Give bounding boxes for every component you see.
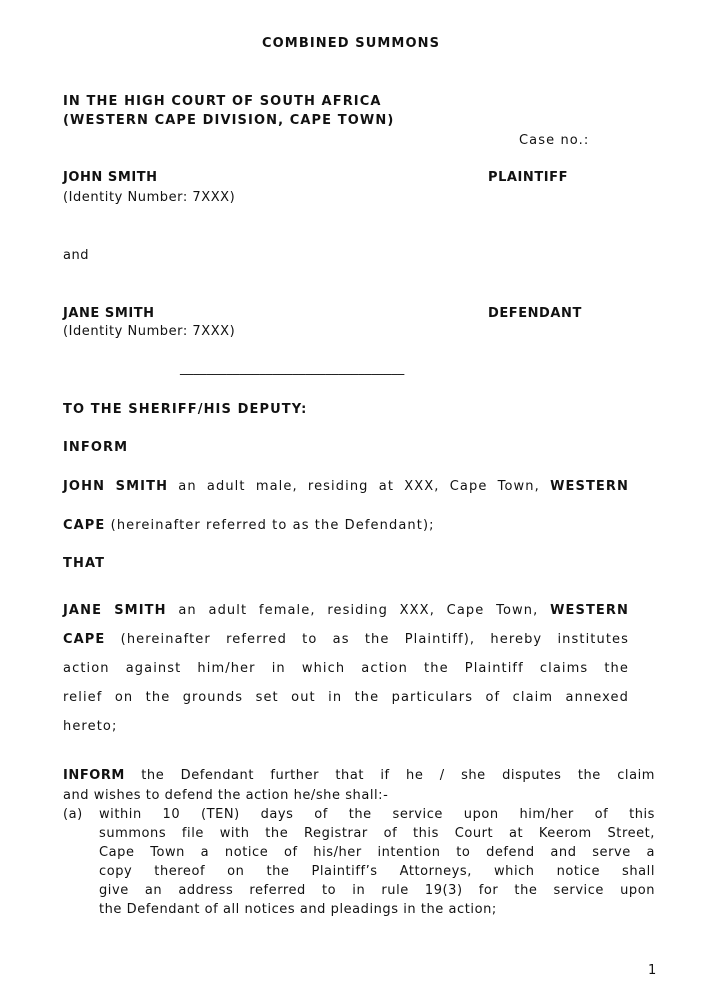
page-number: 1 [648, 963, 658, 978]
that-para-line-1 [63, 603, 629, 618]
defendant-name-inline: JOHN SMITH [63, 479, 169, 494]
province-inline: WESTERN [550, 479, 629, 494]
inform-heading: INFORM [63, 440, 129, 455]
defendant-role: DEFENDANT [488, 306, 582, 321]
that-para-line-4: relief on the grounds set out in the particulars of claim annexed [63, 690, 629, 705]
separator-line: __________________________________ [180, 361, 405, 376]
document-title: COMBINED SUMMONS [262, 36, 441, 51]
item-a-line-2: summons file with the Registrar of this Court at Keerom Street, [99, 826, 655, 841]
that-text-2: (hereinafter referred to as the Plaintiff), hereby institutes [105, 632, 629, 647]
plaintiff-name-inline: JANE SMITH [63, 603, 167, 618]
inform-para-line-1 [63, 479, 629, 494]
defendant-id: (Identity Number: 7XXX) [63, 324, 236, 339]
item-a-line-4: copy thereof on the Plaintiff’s Attorneys, which notice shall [99, 864, 655, 879]
inform-text-cont: (hereinafter referred to as the Defendant); [105, 518, 435, 533]
item-a-line-1: within 10 (TEN) days of the service upon him/her of this [99, 807, 655, 822]
that-para-line-2 [63, 632, 629, 647]
plaintiff-name: JOHN SMITH [63, 170, 158, 185]
further-text: the Defendant further that if he / she disputes the claim [124, 768, 655, 783]
item-a-line-6: the Defendant of all notices and pleadings in the action; [99, 902, 497, 917]
court-name: IN THE HIGH COURT OF SOUTH AFRICA [63, 94, 382, 109]
further-para-line-2: and wishes to defend the action he/she shall:- [63, 788, 389, 803]
sheriff-heading: TO THE SHERIFF/HIS DEPUTY: [63, 402, 308, 417]
province-inline-2-cont: CAPE [63, 632, 106, 647]
inform-para-line-2 [63, 518, 629, 533]
defendant-name: JANE SMITH [63, 306, 155, 321]
that-heading: THAT [63, 556, 106, 571]
inform-text: an adult male, residing at XXX, Cape Town, [168, 479, 551, 494]
item-label-a: (a) [63, 807, 83, 822]
item-a-line-3: Cape Town a notice of his/her intention to defend and serve a [99, 845, 655, 860]
plaintiff-role: PLAINTIFF [488, 170, 569, 185]
court-division: (WESTERN CAPE DIVISION, CAPE TOWN) [63, 113, 395, 128]
that-text: an adult female, residing XXX, Cape Town, [166, 603, 551, 618]
province-inline-cont: CAPE [63, 518, 106, 533]
and-text: and [63, 248, 90, 263]
plaintiff-id: (Identity Number: 7XXX) [63, 190, 236, 205]
that-para-line-3: action against him/her in which action the Plaintiff claims the [63, 661, 629, 676]
that-para-line-5: hereto; [63, 719, 118, 734]
province-inline-2: WESTERN [550, 603, 629, 618]
further-para-line-1 [63, 768, 655, 783]
case-number-label: Case no.: [519, 133, 590, 148]
item-a-line-5: give an address referred to in rule 19(3) for the service upon [99, 883, 655, 898]
inform-inline: INFORM [63, 768, 125, 783]
